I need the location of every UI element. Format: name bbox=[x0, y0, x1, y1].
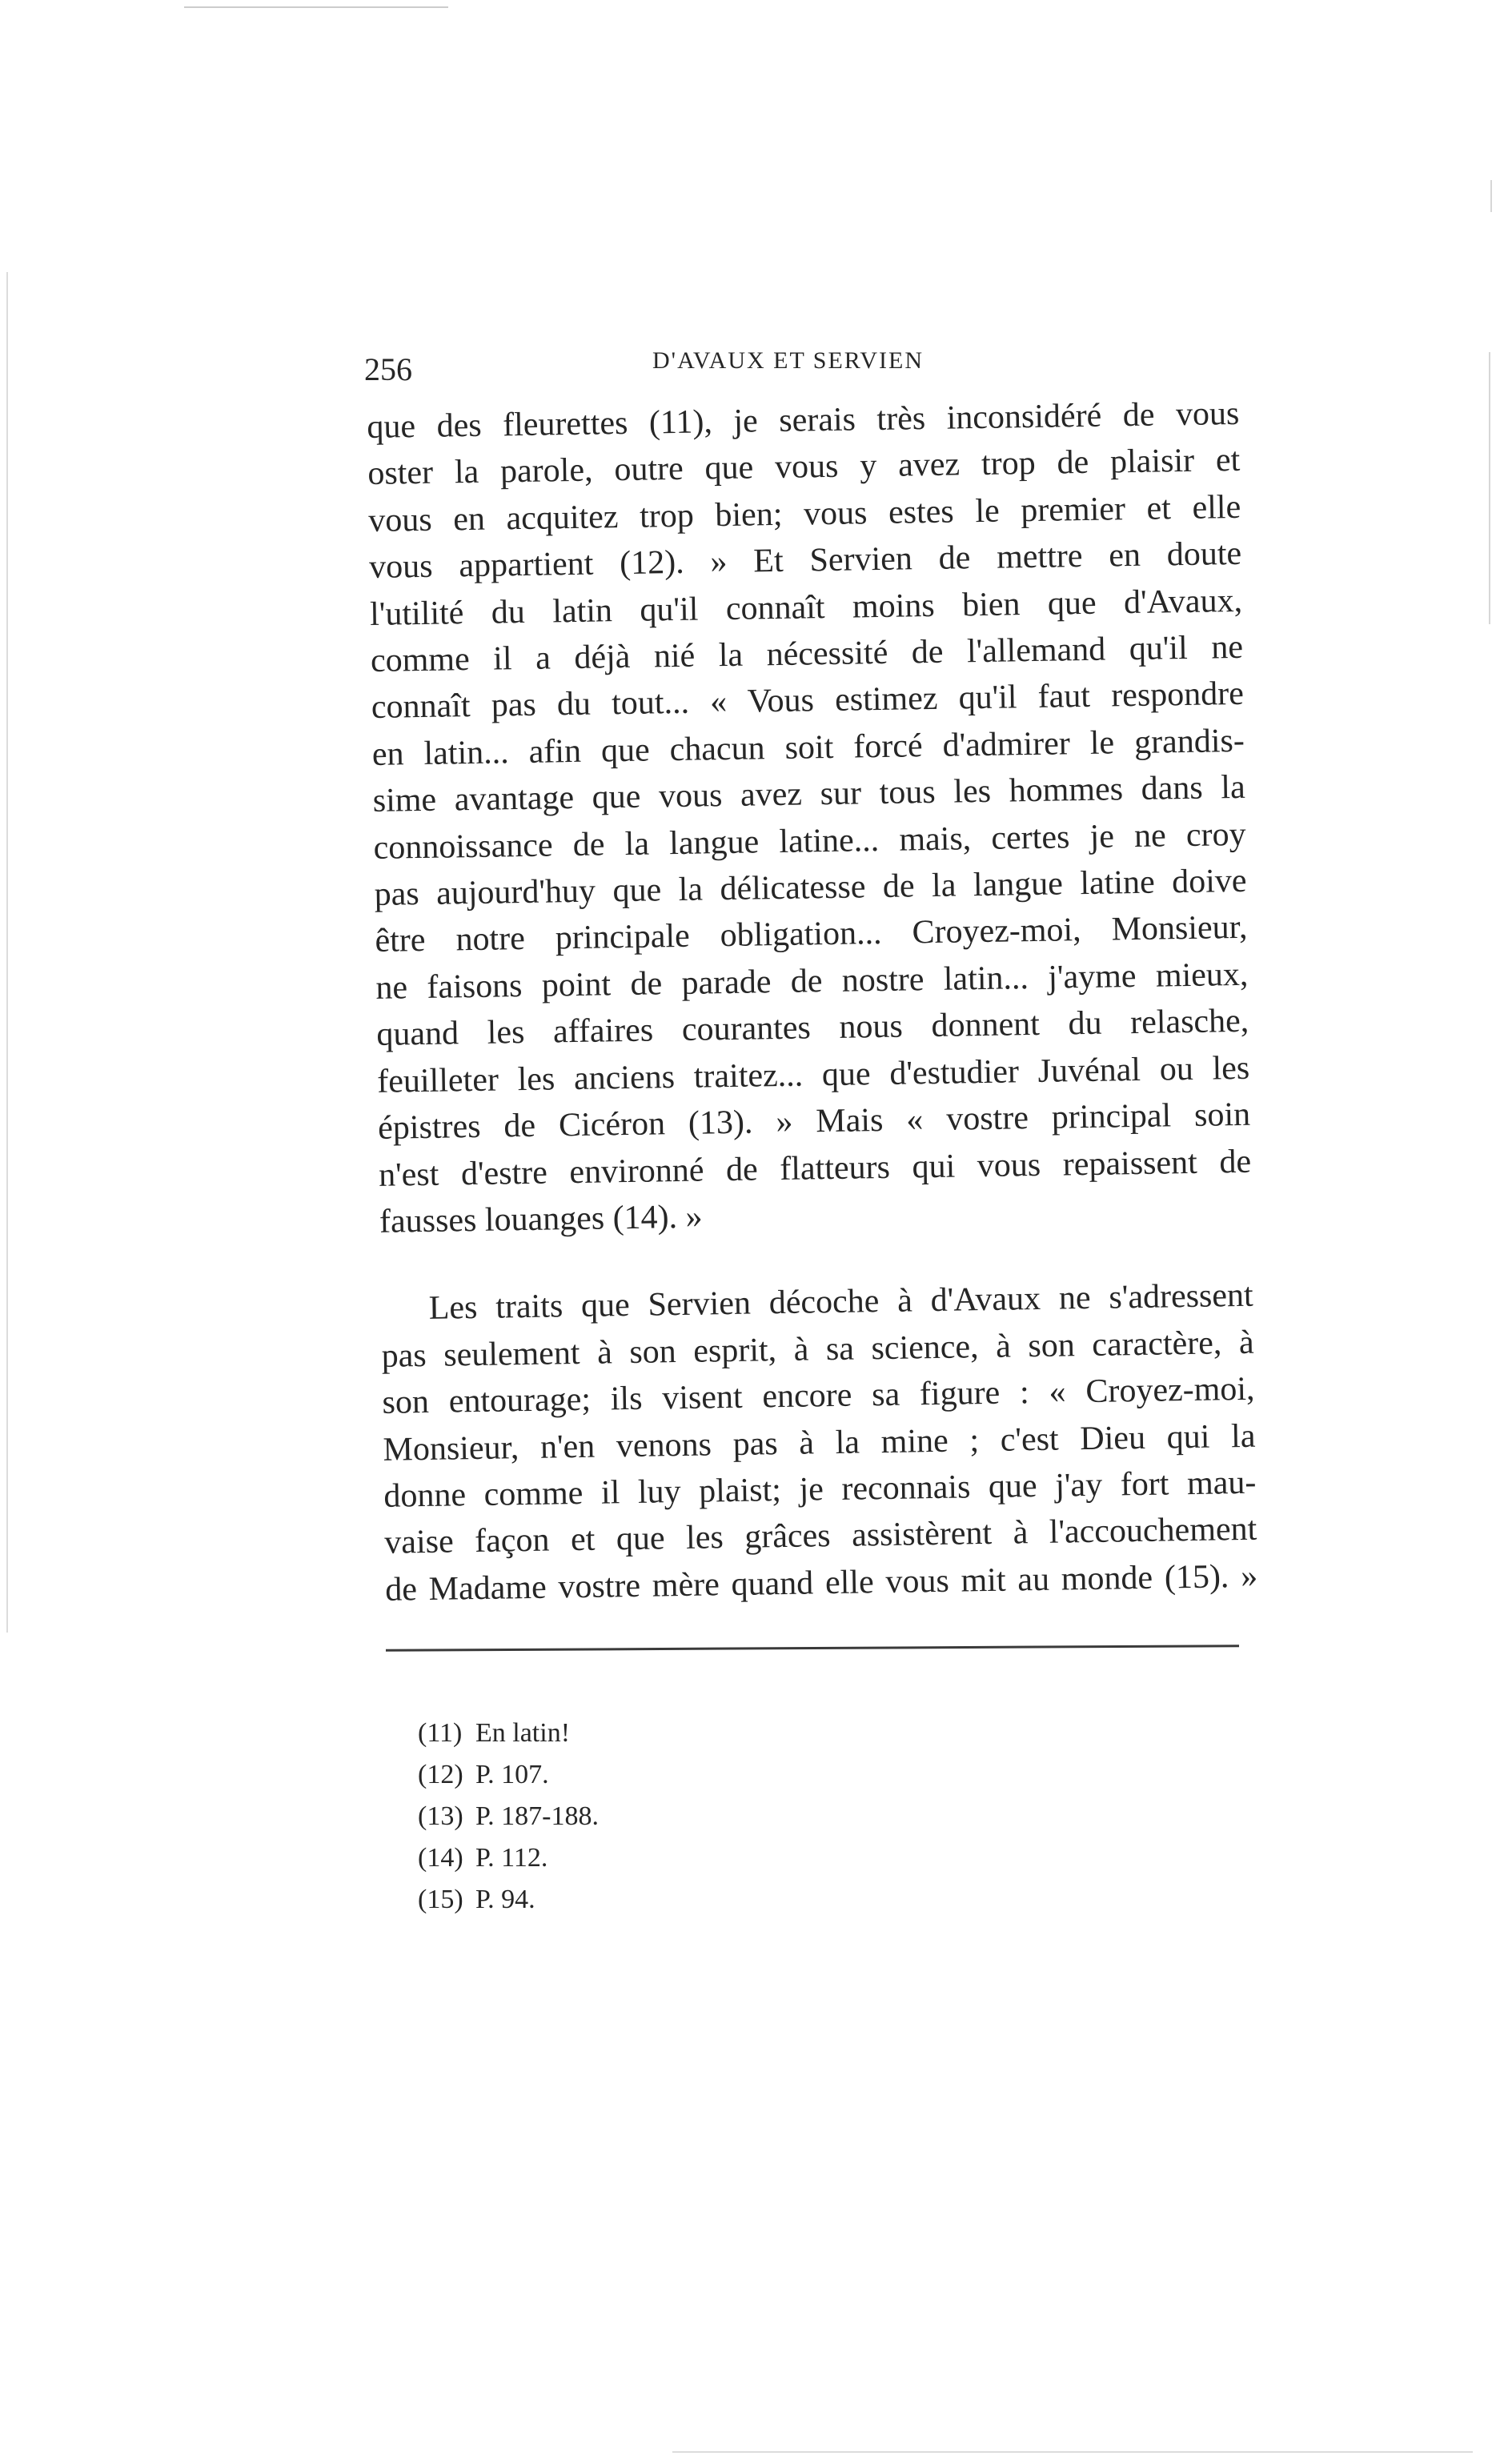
scan-edge-mark-bottom bbox=[672, 2451, 1473, 2453]
text-line: Monsieur, n'en venons pas à la mine ; c'est Dieu qui la bbox=[383, 1417, 1256, 1468]
footnote-text: P. 107. bbox=[475, 1760, 549, 1789]
text-line: feuilleter les anciens traitez... que d'estudier Juvénal ou les bbox=[376, 1049, 1250, 1100]
page-number: 256 bbox=[364, 351, 412, 387]
text-line: vous en acquitez trop bien; vous estes le premier et elle bbox=[367, 488, 1241, 539]
text-line: oster la parole, outre que vous y avez trop de plaisir et bbox=[367, 442, 1241, 493]
text-line: fausses louanges (14). » bbox=[379, 1198, 703, 1240]
text-line: en latin... afin que chacun soit forcé d'admirer le grandis- bbox=[371, 722, 1245, 773]
footnote-number: (12) bbox=[418, 1760, 463, 1789]
text-line: que des fleurettes (11), je serais très inconsidéré de vous bbox=[367, 395, 1240, 446]
scan-edge-mark-left bbox=[6, 272, 8, 1633]
text-line: connoissance de la langue latine... mais, certes je ne croy bbox=[373, 815, 1246, 867]
scan-edge-mark-right bbox=[1489, 352, 1490, 624]
text-line: pas seulement à son esprit, à sa science, à son caractère, à bbox=[381, 1324, 1254, 1375]
text-line: ne faisons point de parade de nostre latin... j'ayme mieux, bbox=[375, 956, 1249, 1007]
footnote-text: P. 112. bbox=[475, 1843, 548, 1873]
footnote-text: P. 187-188. bbox=[475, 1801, 599, 1831]
footnote-text: P. 94. bbox=[475, 1885, 535, 1914]
text-line: épistres de Cicéron (13). » Mais « vostre principal soin bbox=[377, 1096, 1251, 1147]
scan-edge-mark-top bbox=[184, 6, 448, 8]
text-line: Les traits que Servien décoche à d'Avaux ne s'adressent bbox=[428, 1277, 1253, 1328]
text-line: donne comme il luy plaist; je reconnais que j'ay fort mau- bbox=[383, 1464, 1257, 1515]
text-line: vous appartient (12). » Et Servien de mettre en doute bbox=[368, 535, 1242, 587]
text-line: de Madame vostre mère quand elle vous mit au monde (15). » bbox=[384, 1557, 1258, 1609]
footnote bbox=[418, 1879, 599, 1921]
footnote-number: (15) bbox=[418, 1885, 463, 1914]
footnote-number: (11) bbox=[418, 1718, 463, 1748]
body-text bbox=[367, 391, 1258, 1613]
text-line: vaise façon et que les grâces assistèrent à l'accouchement bbox=[383, 1511, 1257, 1562]
footnotes bbox=[418, 1713, 599, 1921]
footnote-number: (13) bbox=[418, 1801, 463, 1831]
footnote bbox=[418, 1713, 599, 1754]
text-line: connaît pas du tout... « Vous estimez qu'il faut respondre bbox=[371, 675, 1245, 727]
text-line: son entourage; ils visent encore sa figure : « Croyez-moi, bbox=[382, 1370, 1255, 1421]
text-line: pas aujourd'huy que la délicatesse de la langue latine doive bbox=[374, 862, 1247, 913]
footnote bbox=[418, 1754, 599, 1796]
running-head bbox=[364, 344, 1257, 392]
footnote-rule bbox=[386, 1645, 1239, 1652]
text-line: comme il a déjà nié la nécessité de l'allemand qu'il ne bbox=[370, 628, 1244, 679]
footnote bbox=[418, 1837, 599, 1879]
text-line: être notre principale obligation... Croyez-moi, Monsieur, bbox=[375, 909, 1248, 960]
paragraph-1 bbox=[367, 391, 1252, 1245]
text-line: l'utilité du latin qu'il connaît moins bien que d'Avaux, bbox=[369, 582, 1243, 633]
paragraph-2 bbox=[380, 1272, 1257, 1613]
footnote-text: En latin! bbox=[475, 1718, 571, 1748]
text-line: quand les affaires courantes nous donnent du relasche, bbox=[376, 1003, 1249, 1054]
text-line: sime avantage que vous avez sur tous les hommes dans la bbox=[372, 769, 1246, 820]
footnote bbox=[418, 1796, 599, 1837]
text-line: n'est d'estre environné de flatteurs qui vous repaissent de bbox=[378, 1143, 1252, 1194]
running-title: D'AVAUX ET SERVIEN bbox=[652, 347, 924, 374]
footnote-number: (14) bbox=[418, 1843, 463, 1873]
scan-edge-mark-right-top bbox=[1490, 180, 1492, 212]
